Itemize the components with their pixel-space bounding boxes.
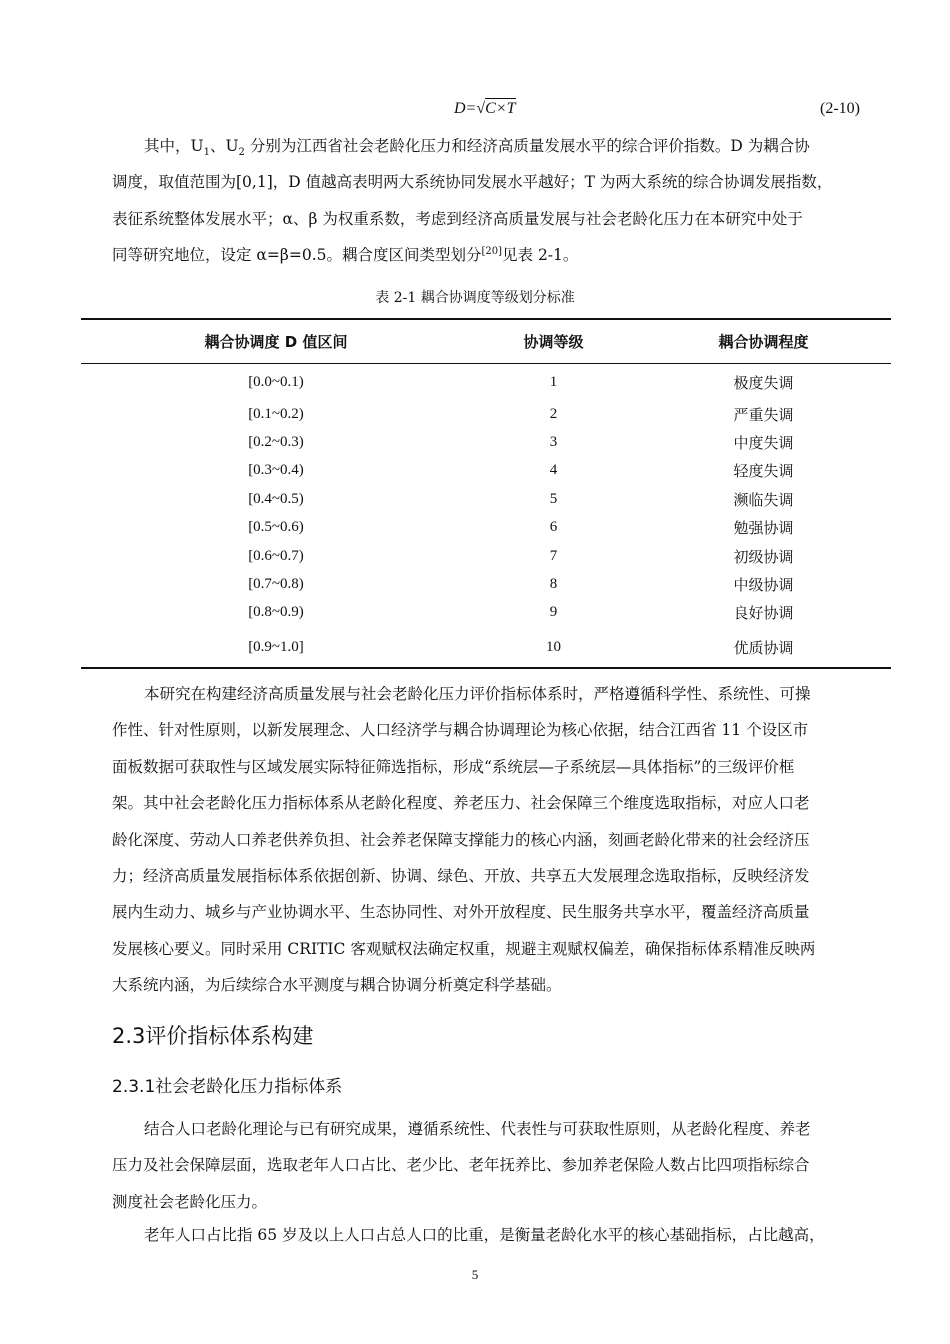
paragraph-elderly-ratio	[112, 1217, 860, 1253]
table-header-row	[81, 319, 891, 364]
page-number: 5	[471, 1267, 479, 1282]
d-interval-cell: [0.1~0.2)	[248, 405, 304, 422]
equation-radicand: C×T	[485, 100, 516, 117]
degree-cell: 中度失调	[733, 436, 794, 453]
text-run: 见表 2-1。	[502, 246, 579, 265]
subscript: 2	[238, 147, 245, 159]
grade-cell: 10	[546, 638, 561, 655]
table-row	[81, 570, 891, 598]
table-row	[81, 457, 891, 485]
paragraph-line: 龄化深度、劳动人口养老供养负担、社会养老保障支撑能力的核心内涵，刻画老龄化带来的社会经济压	[112, 830, 810, 849]
section-heading-2-3-1: 2.3.1社会老龄化压力指标体系	[112, 1077, 343, 1097]
paragraph-line: 调度，取值范围为[0,1]，D 值越高表明两大系统协同发展水平越好；T 为两大系统的综合协调发展指数，	[112, 173, 833, 192]
paragraph-line: 面板数据可获取性与区域发展实际特征筛选指标，形成“系统层—子系统层—具体指标”的三级评价框	[112, 757, 795, 776]
text-run: 其中，U	[144, 137, 204, 155]
paragraph-line: 力；经济高质量发展指标体系依据创新、协调、绿色、开放、共享五大发展理念选取指标，反映经济发	[112, 866, 810, 885]
paragraph-line: 展内生动力、城乡与产业协调水平、生态协同性、对外开放程度、民生服务共享水平，覆盖经济高质量	[112, 903, 810, 922]
paragraph-line: 老年人口占比指 65 岁及以上人口占总人口的比重，是衡量老龄化水平的核心基础指标，占比越高，	[144, 1226, 825, 1244]
paragraph-line	[112, 237, 860, 273]
degree-cell: 勉强协调	[733, 521, 794, 538]
paragraph-line: 发展核心要义。同时采用 CRITIC 客观赋权法确定权重，规避主观赋权偏差，确保指标体系精准反映两	[112, 939, 816, 958]
grade-cell: 3	[549, 434, 558, 451]
table-caption: 表 2-1 耦合协调度等级划分标准	[375, 290, 575, 306]
table-row	[81, 485, 891, 513]
paragraph-line: 压力及社会保障层面，选取老年人口占比、老少比、老年抚养比、参加养老保险人数占比四项指标综合	[112, 1156, 810, 1175]
grade-cell: 7	[549, 547, 558, 564]
d-interval-cell: [0.2~0.3)	[248, 434, 304, 451]
subscript: 1	[203, 147, 210, 159]
grade-cell: 8	[549, 576, 558, 593]
table-row	[81, 428, 891, 456]
table-row	[81, 514, 891, 542]
degree-cell: 初级协调	[733, 549, 794, 566]
d-interval-cell: [0.5~0.6)	[248, 519, 304, 536]
paragraph-line: 架。其中社会老龄化压力指标体系从老龄化程度、养老压力、社会保障三个维度选取指标，对应人口老	[112, 794, 810, 813]
degree-cell: 中级协调	[733, 578, 794, 595]
table-row	[81, 364, 891, 401]
table-row	[81, 599, 891, 627]
paragraph-line: 大系统内涵，为后续综合水平测度与耦合协调分析奠定科学基础。	[112, 976, 562, 995]
grade-cell: 6	[549, 519, 558, 536]
paragraph-line: 表征系统整体发展水平；α、β 为权重系数，考虑到经济高质量发展与社会老龄化压力在本研究中处于	[112, 209, 803, 228]
grade-cell: 5	[549, 490, 558, 507]
header-d-interval: 耦合协调度 D 值区间	[204, 333, 348, 351]
table-row	[81, 627, 891, 668]
header-degree: 耦合协调程度	[718, 333, 809, 351]
paragraph-line: 本研究在构建经济高质量发展与社会老龄化压力评价指标体系时，严格遵循科学性、系统性、可操	[144, 685, 811, 703]
degree-cell: 优质协调	[733, 640, 794, 657]
equation-number: (2-10)	[820, 100, 860, 117]
d-interval-cell: [0.9~1.0]	[248, 638, 304, 655]
equation-lhs: D=	[454, 100, 477, 117]
grade-cell: 9	[549, 604, 558, 621]
table-row	[81, 400, 891, 428]
grade-cell: 4	[549, 462, 558, 479]
degree-cell: 严重失调	[733, 407, 794, 424]
section-heading-2-3: 2.3评价指标体系构建	[112, 1024, 314, 1048]
d-interval-cell: [0.3~0.4)	[248, 462, 304, 479]
citation-ref: [20]	[481, 246, 503, 258]
coupling-grade-table	[81, 318, 891, 669]
sqrt-symbol: √	[476, 100, 486, 117]
d-interval-cell: [0.6~0.7)	[248, 547, 304, 564]
text-run: 、U	[209, 137, 239, 155]
grade-cell: 1	[549, 373, 558, 390]
paragraph-aging-indicators	[112, 1111, 860, 1220]
paragraph-line: 结合人口老龄化理论与已有研究成果，遵循系统性、代表性与可获取性原则，从老龄化程度、养老	[144, 1120, 811, 1138]
equation-2-10	[0, 100, 950, 124]
degree-cell: 濒临失调	[733, 492, 794, 509]
equation-expression	[454, 100, 516, 118]
text-run: 同等研究地位，设定 α=β=0.5。耦合度区间类型划分	[112, 246, 482, 265]
d-interval-cell: [0.8~0.9)	[248, 604, 304, 621]
d-interval-cell: [0.4~0.5)	[248, 490, 304, 507]
header-grade: 协调等级	[523, 333, 584, 351]
table-row	[81, 542, 891, 570]
degree-cell: 良好协调	[733, 606, 794, 623]
paragraph-line	[112, 128, 860, 164]
grade-cell: 2	[549, 405, 558, 422]
paragraph-line: 测度社会老龄化压力。	[112, 1192, 268, 1211]
degree-cell: 极度失调	[733, 375, 794, 392]
d-interval-cell: [0.7~0.8)	[248, 576, 304, 593]
degree-cell: 轻度失调	[733, 464, 794, 481]
paragraph-indicator-principles	[112, 676, 860, 1004]
paragraph-variables	[112, 128, 860, 274]
paragraph-line: 作性、针对性原则，以新发展理念、人口经济学与耦合协调理论为核心依据，结合江西省 11 个设区市	[112, 721, 809, 740]
text-run: 分别为江西省社会老龄化压力和经济高质量发展水平的综合评价指数。D 为耦合协	[244, 137, 810, 155]
d-interval-cell: [0.0~0.1)	[248, 373, 304, 390]
